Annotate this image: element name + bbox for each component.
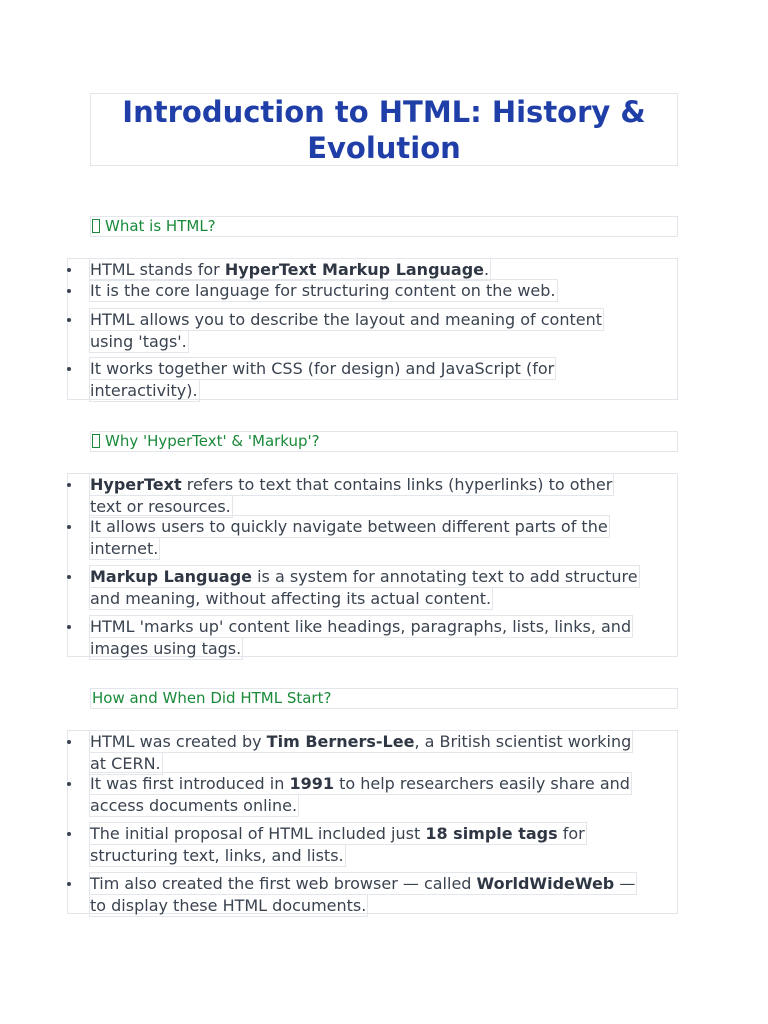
item-line: HTML 'marks up' content like headings, paragraphs, lists, links, and: [90, 617, 632, 636]
item-line: internet.: [90, 539, 159, 558]
item-line: It was first introduced in 1991 to help researchers easily share and: [90, 774, 630, 793]
bullet-icon: [67, 525, 71, 529]
section-heading-how-html-started: [90, 688, 678, 709]
bold-term: Tim Berners-Lee: [266, 732, 415, 751]
placeholder-glyph-icon: [92, 219, 100, 233]
bold-term: 18 simple tags: [425, 824, 558, 843]
section-list-how-html-started: [67, 730, 678, 914]
item-line: HTML stands for HyperText Markup Language.: [90, 260, 490, 279]
section-list-what-is-html: [67, 258, 678, 400]
item-line: interactivity).: [90, 381, 198, 400]
list-item: [90, 309, 604, 353]
item-line: to display these HTML documents.: [90, 896, 367, 915]
item-line: access documents online.: [90, 796, 298, 815]
bullet-icon: [67, 575, 71, 579]
list-item: [90, 823, 587, 867]
item-line: using 'tags'.: [90, 332, 187, 351]
list-item: [90, 280, 558, 302]
list-item: [90, 516, 610, 560]
item-line: The initial proposal of HTML included just 18 simple tags for: [90, 824, 585, 843]
section-heading-text: How and When Did HTML Start?: [92, 689, 332, 707]
item-line: at CERN.: [90, 754, 161, 773]
item-line: HTML allows you to describe the layout and meaning of content: [90, 310, 602, 329]
item-line: It is the core language for structuring content on the web.: [90, 281, 556, 300]
bullet-icon: [67, 268, 71, 272]
item-line: structuring text, links, and lists.: [90, 846, 344, 865]
list-item: [90, 773, 632, 817]
bullet-icon: [67, 782, 71, 786]
placeholder-glyph-icon: [92, 434, 100, 448]
bullet-icon: [67, 289, 71, 293]
item-line: Tim also created the first web browser — called WorldWideWeb —: [90, 874, 636, 893]
page-title: Introduction to HTML: History & Evolution: [122, 94, 646, 165]
section-heading-text: Why 'HyperText' & 'Markup'?: [105, 432, 320, 450]
list-item: [90, 358, 556, 402]
bold-term: Markup Language: [90, 567, 252, 586]
bullet-icon: [67, 882, 71, 886]
list-item: [90, 616, 633, 660]
section-list-why-hypertext-markup: [67, 473, 678, 657]
bold-term: WorldWideWeb: [476, 874, 615, 893]
bullet-icon: [67, 832, 71, 836]
item-line: text or resources.: [90, 497, 231, 516]
bullet-icon: [67, 483, 71, 487]
item-line: HyperText refers to text that contains links (hyperlinks) to other: [90, 475, 613, 494]
bold-term: HyperText Markup Language: [224, 260, 485, 279]
bold-term: 1991: [289, 774, 334, 793]
bold-term: HyperText: [90, 475, 182, 494]
section-heading-what-is-html: [90, 216, 678, 237]
list-item: [90, 731, 633, 775]
item-line: It allows users to quickly navigate between different parts of the: [90, 517, 608, 536]
item-line: It works together with CSS (for design) and JavaScript (for: [90, 359, 555, 378]
list-item: [90, 259, 491, 281]
bullet-icon: [67, 318, 71, 322]
list-item: [90, 566, 640, 610]
list-item: [90, 474, 614, 518]
list-item: [90, 873, 637, 917]
bullet-icon: [67, 625, 71, 629]
item-line: Markup Language is a system for annotating text to add structure: [90, 567, 638, 586]
item-line: and meaning, without affecting its actual content.: [90, 589, 492, 608]
item-line: images using tags.: [90, 639, 242, 658]
item-line: HTML was created by Tim Berners-Lee, a British scientist working: [90, 732, 632, 751]
bullet-icon: [67, 367, 71, 371]
bullet-icon: [67, 740, 71, 744]
section-heading-why-hypertext-markup: [90, 431, 678, 452]
title-box: [90, 93, 678, 166]
section-heading-text: What is HTML?: [105, 217, 216, 235]
